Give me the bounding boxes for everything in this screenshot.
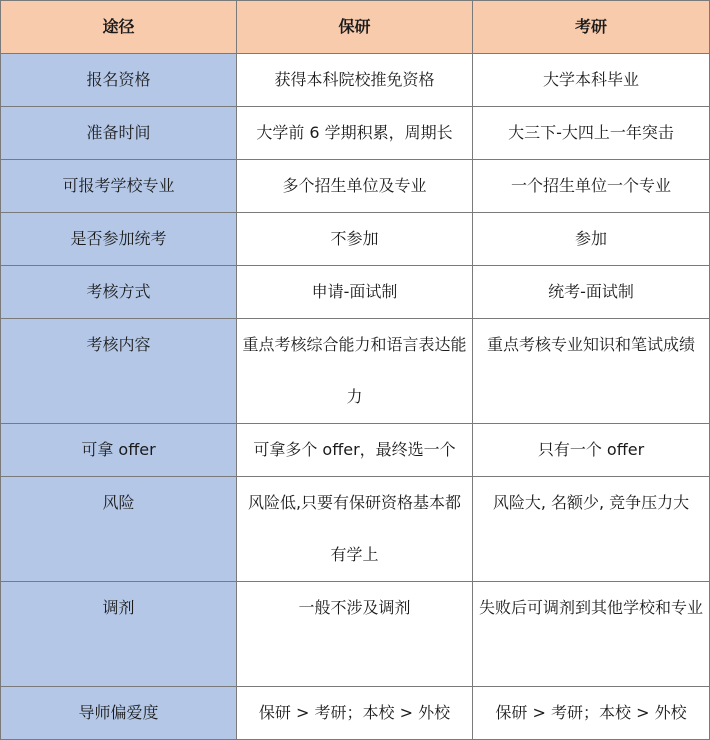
header-row xyxy=(1,1,710,54)
row-label: 风险 xyxy=(1,477,237,582)
row-label: 报名资格 xyxy=(1,54,237,107)
table-row xyxy=(1,54,710,107)
baoyan-cell: 可拿多个 offer，最终选一个 xyxy=(237,424,473,477)
kaoyan-cell: 保研 > 考研；本校 > 外校 xyxy=(473,687,710,740)
baoyan-cell: 重点考核综合能力和语言表达能力 xyxy=(237,319,473,424)
row-label: 考核内容 xyxy=(1,319,237,424)
kaoyan-cell: 参加 xyxy=(473,213,710,266)
table-row xyxy=(1,477,710,582)
row-label: 可拿 offer xyxy=(1,424,237,477)
table-row xyxy=(1,266,710,319)
table-row xyxy=(1,160,710,213)
baoyan-cell: 保研 > 考研；本校 > 外校 xyxy=(237,687,473,740)
row-label: 导师偏爱度 xyxy=(1,687,237,740)
row-label: 考核方式 xyxy=(1,266,237,319)
table-row xyxy=(1,319,710,424)
baoyan-cell: 获得本科院校推免资格 xyxy=(237,54,473,107)
kaoyan-cell: 大学本科毕业 xyxy=(473,54,710,107)
row-label: 调剂 xyxy=(1,582,237,687)
kaoyan-cell: 一个招生单位一个专业 xyxy=(473,160,710,213)
kaoyan-cell: 只有一个 offer xyxy=(473,424,710,477)
header-kaoyan: 考研 xyxy=(473,1,710,54)
table-row xyxy=(1,582,710,687)
kaoyan-cell: 风险大, 名额少, 竞争压力大 xyxy=(473,477,710,582)
baoyan-cell: 申请-面试制 xyxy=(237,266,473,319)
header-baoyan: 保研 xyxy=(237,1,473,54)
table-row xyxy=(1,213,710,266)
baoyan-cell: 风险低,只要有保研资格基本都有学上 xyxy=(237,477,473,582)
table-row xyxy=(1,687,710,740)
kaoyan-cell: 重点考核专业知识和笔试成绩 xyxy=(473,319,710,424)
baoyan-cell: 多个招生单位及专业 xyxy=(237,160,473,213)
baoyan-cell: 大学前 6 学期积累，周期长 xyxy=(237,107,473,160)
table-row xyxy=(1,424,710,477)
header-route: 途径 xyxy=(1,1,237,54)
row-label: 可报考学校专业 xyxy=(1,160,237,213)
kaoyan-cell: 统考-面试制 xyxy=(473,266,710,319)
row-label: 是否参加统考 xyxy=(1,213,237,266)
row-label: 准备时间 xyxy=(1,107,237,160)
table-row xyxy=(1,107,710,160)
baoyan-cell: 不参加 xyxy=(237,213,473,266)
baoyan-cell: 一般不涉及调剂 xyxy=(237,582,473,687)
kaoyan-cell: 失败后可调剂到其他学校和专业 xyxy=(473,582,710,687)
kaoyan-cell: 大三下-大四上一年突击 xyxy=(473,107,710,160)
